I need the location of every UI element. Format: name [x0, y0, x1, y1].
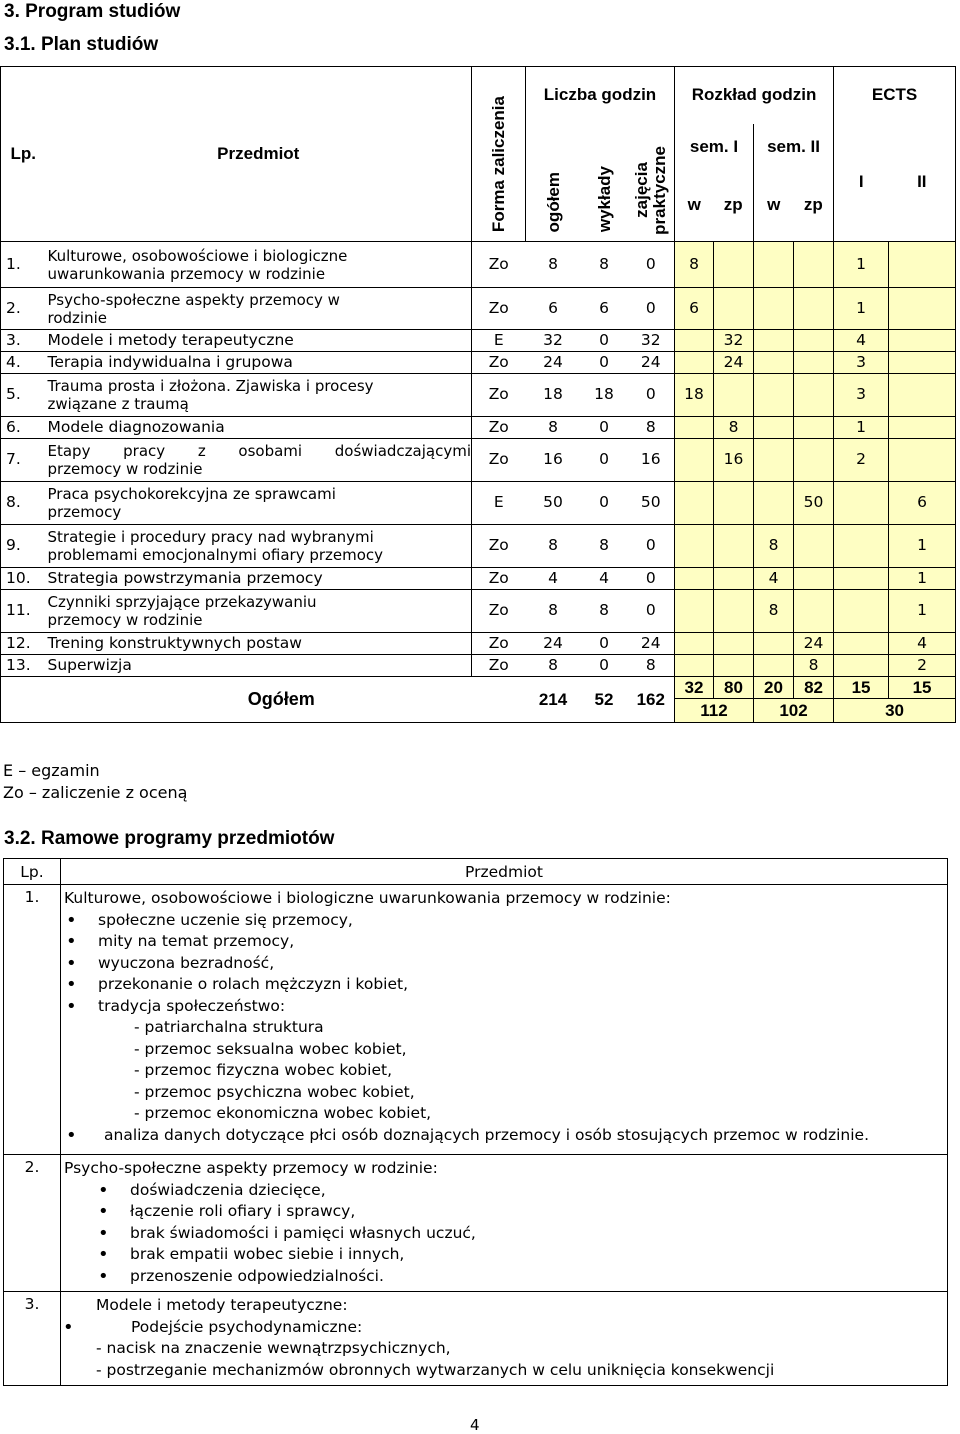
list-item: • przekonanie o rolach mężczyzn i kobiet,: [64, 974, 943, 996]
row-subject: Strategie i procedury pracy nad wybranymi problemami emocjonalnymi ofiary przemocy: [46, 525, 472, 568]
total-label: Ogółem: [1, 677, 472, 723]
row-ects-2: [889, 352, 956, 374]
list-item: - postrzeganie mechanizmów obronnych wytwarzanych w celu uniknięcia konsekwencji: [96, 1360, 775, 1379]
row-zajecia: 50: [628, 482, 675, 525]
table-row: [1, 482, 956, 525]
list-item: - nacisk na znaczenie wewnątrzpsychicznych,: [96, 1339, 451, 1357]
row-sem2-zp: [794, 352, 834, 374]
programs-header-subject: Przedmiot: [61, 859, 948, 885]
row-subject: Modele i metody terapeutyczne: [46, 330, 472, 352]
legend-zaliczenie: Zo – zaliczenie z oceną: [3, 783, 188, 802]
header-ects-1: I: [834, 124, 889, 242]
row-ects-1: 1: [834, 242, 889, 288]
row-forma: Zo: [472, 439, 526, 482]
row-sem1-zp: [714, 482, 754, 525]
row-zajecia: 0: [628, 374, 675, 417]
table-row: [1, 590, 956, 633]
table-row: [1, 330, 956, 352]
row-forma: Zo: [472, 288, 526, 330]
row-lp: 9.: [1, 525, 46, 568]
legend: [3, 760, 187, 804]
row-sem1-zp: [714, 525, 754, 568]
row-wyklady: 0: [581, 330, 628, 352]
row-sem1-zp: 8: [714, 417, 754, 439]
row-ogolem: 24: [526, 633, 581, 655]
programs-heading: 3.2. Ramowe programy przedmiotów: [4, 828, 335, 849]
list-item: • mity na temat przemocy,: [64, 931, 943, 953]
program-3-bullet: • Podejście psychodynamiczne:: [61, 1317, 943, 1339]
section-heading: 3. Program studiów: [4, 1, 181, 22]
row-ects-2: [889, 330, 956, 352]
row-wyklady: 4: [581, 568, 628, 590]
row-subject: Psycho-społeczne aspekty przemocy w rodzinie: [46, 288, 472, 330]
row-lp: 1.: [1, 242, 46, 288]
row-ects-1: 3: [834, 374, 889, 417]
row-sem1-w: [675, 633, 714, 655]
row-sem2-zp: [794, 590, 834, 633]
row-sem1-zp: [714, 655, 754, 677]
row-zajecia: 24: [628, 633, 675, 655]
header-sem2: sem. II: [754, 124, 834, 170]
list-item: - przemoc fizyczna wobec kobiet,: [134, 1061, 392, 1079]
row-wyklady: 8: [581, 242, 628, 288]
table-row: [1, 633, 956, 655]
row-lp: 8.: [1, 482, 46, 525]
row-ogolem: 16: [526, 439, 581, 482]
row-ogolem: 6: [526, 288, 581, 330]
row-sem2-zp: [794, 374, 834, 417]
row-zajecia: 0: [628, 568, 675, 590]
row-ects-1: 2: [834, 439, 889, 482]
row-ects-1: 3: [834, 352, 889, 374]
row-ects-1: [834, 525, 889, 568]
row-wyklady: 0: [581, 352, 628, 374]
row-wyklady: 8: [581, 525, 628, 568]
row-sem2-w: [754, 417, 794, 439]
row-ects-2: 1: [889, 568, 956, 590]
list-item: - przemoc seksualna wobec kobiet,: [134, 1039, 407, 1058]
header-ects-2: II: [889, 124, 956, 242]
header-rozklad: Rozkład godzin: [675, 67, 834, 124]
total-sem1: 112: [675, 699, 754, 723]
table-row: [1, 288, 956, 330]
row-zajecia: 8: [628, 417, 675, 439]
row-subject: Superwizja: [46, 655, 472, 677]
row-ects-1: 1: [834, 417, 889, 439]
study-plan-table: [0, 66, 956, 723]
row-ects-1: [834, 568, 889, 590]
row-sem1-zp: 16: [714, 439, 754, 482]
table-row: [1, 439, 956, 482]
list-item: • wyuczona bezradność,: [64, 953, 943, 975]
row-ects-1: [834, 482, 889, 525]
header-zp2: zp: [794, 170, 834, 242]
program-2-lp: 2.: [4, 1155, 61, 1292]
row-lp: 10.: [1, 568, 46, 590]
header-forma: Forma zaliczenia: [472, 67, 526, 242]
total-w2: 20: [754, 677, 794, 699]
row-sem2-w: [754, 439, 794, 482]
row-forma: Zo: [472, 352, 526, 374]
header-lp: Lp.: [1, 67, 46, 242]
row-sem1-w: [675, 352, 714, 374]
row-lp: 11.: [1, 590, 46, 633]
total-sem2: 102: [754, 699, 834, 723]
row-zajecia: 0: [628, 288, 675, 330]
row-ogolem: 18: [526, 374, 581, 417]
total-wyklady: 52: [581, 677, 628, 723]
row-sem2-w: [754, 330, 794, 352]
program-1: [61, 885, 948, 1155]
list-item: - patriarchalna struktura: [134, 1018, 324, 1036]
row-forma: Zo: [472, 590, 526, 633]
header-zp1: zp: [714, 170, 754, 242]
row-wyklady: 0: [581, 633, 628, 655]
row-ogolem: 50: [526, 482, 581, 525]
row-forma: Zo: [472, 633, 526, 655]
total-zajecia: 162: [628, 677, 675, 723]
row-wyklady: 18: [581, 374, 628, 417]
row-ects-1: 1: [834, 288, 889, 330]
row-sem1-zp: [714, 288, 754, 330]
row-lp: 7.: [1, 439, 46, 482]
total-zp1: 80: [714, 677, 754, 699]
table-row: [1, 352, 956, 374]
row-subject: Terapia indywidualna i grupowa: [46, 352, 472, 374]
row-subject: Strategia powstrzymania przemocy: [46, 568, 472, 590]
row-ects-1: 4: [834, 330, 889, 352]
row-zajecia: 32: [628, 330, 675, 352]
programs-header-lp: Lp.: [4, 859, 61, 885]
page-number: 4: [470, 1416, 480, 1434]
row-ects-2: 6: [889, 482, 956, 525]
total-zp2: 82: [794, 677, 834, 699]
program-1-last-bullet: • analiza danych dotyczące płci osób doznających przemocy i osób stosujących przemoc w rodzinie.: [64, 1125, 943, 1147]
row-sem1-w: 6: [675, 288, 714, 330]
header-w2: w: [754, 170, 794, 242]
row-ogolem: 24: [526, 352, 581, 374]
row-sem1-zp: [714, 633, 754, 655]
row-sem1-zp: 32: [714, 330, 754, 352]
row-wyklady: 8: [581, 590, 628, 633]
row-sem1-w: [675, 525, 714, 568]
row-ects-2: [889, 439, 956, 482]
header-zajecia: zajęcia praktyczne: [628, 124, 675, 242]
row-sem1-w: [675, 655, 714, 677]
row-subject: Etapy pracy z osobami doświadczającymi przemocy w rodzinie: [46, 439, 472, 482]
header-w1: w: [675, 170, 714, 242]
row-sem2-zp: 8: [794, 655, 834, 677]
total-w1: 32: [675, 677, 714, 699]
row-ogolem: 32: [526, 330, 581, 352]
row-sem1-zp: [714, 590, 754, 633]
row-sem2-w: 8: [754, 590, 794, 633]
row-subject: Czynniki sprzyjające przekazywaniu przemocy w rodzinie: [46, 590, 472, 633]
row-sem2-zp: 24: [794, 633, 834, 655]
row-sem1-w: [675, 590, 714, 633]
total-ogolem: 214: [526, 677, 581, 723]
row-subject: Trening konstruktywnych postaw: [46, 633, 472, 655]
row-forma: Zo: [472, 568, 526, 590]
table-row: [1, 242, 956, 288]
row-forma: Zo: [472, 655, 526, 677]
row-sem2-w: [754, 352, 794, 374]
row-zajecia: 24: [628, 352, 675, 374]
row-zajecia: 0: [628, 242, 675, 288]
list-item: • społeczne uczenie się przemocy,: [64, 910, 943, 932]
row-sem2-w: [754, 482, 794, 525]
row-zajecia: 16: [628, 439, 675, 482]
row-subject: Kulturowe, osobowościowe i biologiczne uwarunkowania przemocy w rodzinie: [46, 242, 472, 288]
row-sem1-zp: 24: [714, 352, 754, 374]
program-1-lp: 1.: [4, 885, 61, 1155]
row-sem2-zp: [794, 330, 834, 352]
row-ects-2: [889, 374, 956, 417]
row-wyklady: 0: [581, 655, 628, 677]
total-ects-2: 15: [889, 677, 956, 699]
row-forma: Zo: [472, 374, 526, 417]
total-forma: [472, 677, 526, 723]
program-2-title: Psycho-społeczne aspekty przemocy w rodzinie:: [64, 1159, 438, 1177]
total-ects: 30: [834, 699, 956, 723]
row-forma: E: [472, 330, 526, 352]
row-sem1-w: [675, 330, 714, 352]
row-sem2-zp: [794, 417, 834, 439]
header-wyklady: wykłady: [581, 124, 628, 242]
row-ects-2: 1: [889, 590, 956, 633]
row-sem1-w: [675, 417, 714, 439]
row-wyklady: 6: [581, 288, 628, 330]
row-ects-2: [889, 288, 956, 330]
row-forma: Zo: [472, 417, 526, 439]
program-3: [61, 1292, 948, 1386]
list-item: - przemoc ekonomiczna wobec kobiet,: [134, 1104, 432, 1122]
list-item: • brak empatii wobec siebie i innych,: [64, 1244, 943, 1266]
row-ogolem: 8: [526, 417, 581, 439]
header-sem1: sem. I: [675, 124, 754, 170]
row-forma: Zo: [472, 242, 526, 288]
row-lp: 12.: [1, 633, 46, 655]
header-liczba: Liczba godzin: [526, 67, 675, 124]
total-ects-1: 15: [834, 677, 889, 699]
row-forma: E: [472, 482, 526, 525]
table-row: [1, 568, 956, 590]
row-sem1-zp: [714, 242, 754, 288]
row-ects-1: [834, 590, 889, 633]
row-wyklady: 0: [581, 439, 628, 482]
row-lp: 13.: [1, 655, 46, 677]
row-sem2-w: [754, 288, 794, 330]
header-ects: ECTS: [834, 67, 956, 124]
row-wyklady: 0: [581, 417, 628, 439]
row-ogolem: 8: [526, 525, 581, 568]
row-subject: Trauma prosta i złożona. Zjawiska i procesy związane z traumą: [46, 374, 472, 417]
row-ects-2: [889, 242, 956, 288]
row-ects-2: [889, 417, 956, 439]
row-ogolem: 4: [526, 568, 581, 590]
row-subject: Modele diagnozowania: [46, 417, 472, 439]
row-sem1-zp: [714, 568, 754, 590]
row-lp: 6.: [1, 417, 46, 439]
row-forma: Zo: [472, 525, 526, 568]
row-sem1-w: [675, 439, 714, 482]
row-ects-2: 2: [889, 655, 956, 677]
row-wyklady: 0: [581, 482, 628, 525]
row-sem2-w: [754, 374, 794, 417]
program-3-title: Modele i metody terapeutyczne:: [96, 1296, 348, 1314]
row-sem2-w: 8: [754, 525, 794, 568]
row-ogolem: 8: [526, 655, 581, 677]
row-sem1-w: [675, 482, 714, 525]
list-item: • brak świadomości i pamięci własnych uczuć,: [64, 1223, 943, 1245]
row-sem2-zp: [794, 288, 834, 330]
row-sem2-w: 4: [754, 568, 794, 590]
header-ogolem: ogółem: [526, 124, 581, 242]
subsection-heading: 3.1. Plan studiów: [4, 34, 159, 55]
list-item: • łączenie roli ofiary i sprawcy,: [64, 1201, 943, 1223]
list-item: • przenoszenie odpowiedzialności.: [64, 1266, 943, 1288]
row-sem2-w: [754, 655, 794, 677]
programs-table: [3, 858, 948, 1386]
row-sem2-w: [754, 633, 794, 655]
row-ects-1: [834, 655, 889, 677]
table-row: [1, 417, 956, 439]
row-sem2-zp: [794, 439, 834, 482]
program-1-title: Kulturowe, osobowościowe i biologiczne uwarunkowania przemocy w rodzinie:: [64, 889, 671, 907]
header-przedmiot: Przedmiot: [46, 67, 472, 242]
row-ects-2: 1: [889, 525, 956, 568]
row-ects-2: 4: [889, 633, 956, 655]
table-row: [1, 525, 956, 568]
row-lp: 4.: [1, 352, 46, 374]
row-lp: 5.: [1, 374, 46, 417]
row-zajecia: 0: [628, 525, 675, 568]
row-sem2-zp: [794, 242, 834, 288]
row-sem1-w: 18: [675, 374, 714, 417]
list-item: • tradycja społeczeństwo:: [64, 996, 943, 1018]
row-ogolem: 8: [526, 590, 581, 633]
row-sem1-w: [675, 568, 714, 590]
row-sem2-w: [754, 242, 794, 288]
row-sem1-w: 8: [675, 242, 714, 288]
row-subject: Praca psychokorekcyjna ze sprawcami przemocy: [46, 482, 472, 525]
row-lp: 2.: [1, 288, 46, 330]
row-sem1-zp: [714, 374, 754, 417]
row-ects-1: [834, 633, 889, 655]
table-row: [1, 374, 956, 417]
row-sem2-zp: [794, 525, 834, 568]
row-zajecia: 0: [628, 590, 675, 633]
row-sem2-zp: 50: [794, 482, 834, 525]
program-3-lp: 3.: [4, 1292, 61, 1386]
program-2: [61, 1155, 948, 1292]
list-item: - przemoc psychiczna wobec kobiet,: [134, 1082, 415, 1101]
row-lp: 3.: [1, 330, 46, 352]
row-zajecia: 8: [628, 655, 675, 677]
row-ogolem: 8: [526, 242, 581, 288]
legend-egzamin: E – egzamin: [3, 761, 100, 780]
table-row: [1, 655, 956, 677]
list-item: • doświadczenia dziecięce,: [64, 1180, 943, 1202]
row-sem2-zp: [794, 568, 834, 590]
